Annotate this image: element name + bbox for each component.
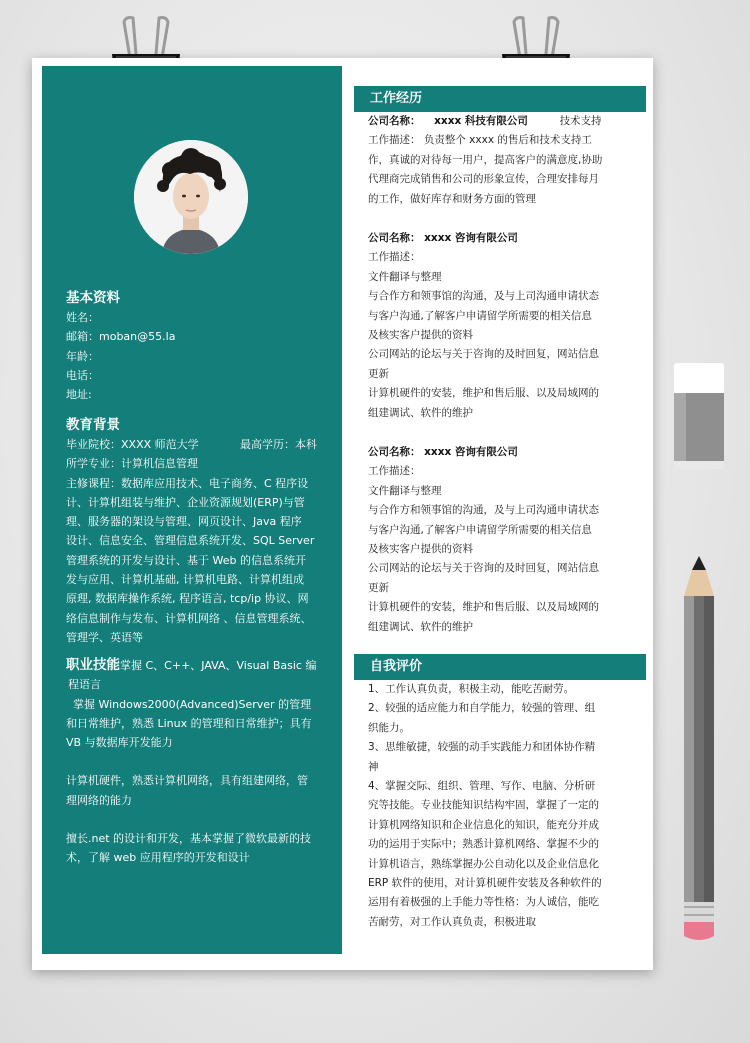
self-eval-line: ERP 软件的使用，对计算机硬件安装及各种软件的 <box>368 877 602 890</box>
skills-line: 理网络的能力 <box>66 793 132 807</box>
job-desc-line: 与合作方和领事馆的沟通，及与上司沟通申请状态 <box>368 504 599 517</box>
company-label: 公司名称： <box>368 115 421 127</box>
course-line: 理、服务器的架设与管理、网页设计、Java 程序 <box>66 515 302 529</box>
course-line: 原理, 数据库操作系统, 程序语言, tcp/ip 协议、网 <box>66 592 309 606</box>
education-section <box>66 415 328 647</box>
self-eval-line: 究等技能。专业技能知识结构牢固，掌握了一定的 <box>368 799 599 812</box>
degree-text: 最高学历：本科 <box>240 438 317 451</box>
resume-paper <box>32 58 653 970</box>
job-desc-line: 及核实客户提供的资料 <box>368 543 473 556</box>
self-eval-line: 2、较强的适应能力和自学能力，较强的管理、组 <box>368 702 596 715</box>
skills-line: 计算机硬件，熟悉计算机网络，具有组建网络，管 <box>66 774 308 788</box>
self-evaluation-body <box>368 680 644 932</box>
basic-info-title: 基本资料 <box>66 290 120 306</box>
sidebar <box>42 66 342 954</box>
email-label: 邮箱： <box>66 330 99 344</box>
job-company-row <box>368 112 644 131</box>
school-row <box>66 435 328 454</box>
course-line: 主修课程：数据库应用技术、电子商务、C 程序设 <box>66 476 309 490</box>
course-line: 管理学、英语等 <box>66 630 143 644</box>
skills-line: 擅长.net 的设计和开发，基本掌握了微软最新的技 <box>66 832 312 846</box>
eraser-icon <box>674 363 724 469</box>
job-desc-line: 文件翻译与整理 <box>368 270 442 283</box>
job-desc-line: 组建调试、软件的维护 <box>368 406 473 419</box>
course-line: 管理系统的开发与设计、基于 Web 的信息系统开 <box>66 553 306 567</box>
avatar-photo-icon <box>134 140 248 254</box>
job-desc-line: 公司网站的论坛与关于咨询的及时回复，网站信息 <box>368 348 599 361</box>
self-eval-line: 功的运用于实际中；熟悉计算机网络、掌握不少的 <box>368 838 599 851</box>
job-position: 技术支持 <box>559 115 602 127</box>
skills-first-row <box>66 656 328 675</box>
avatar <box>134 140 248 254</box>
skills-title: 职业技能 <box>66 657 120 673</box>
job-company-row <box>368 443 644 462</box>
job-desc-line: 代理商完成销售和公司的形象宣传，合理安排每月 <box>368 173 599 186</box>
skills-section <box>66 656 328 868</box>
job-desc-line: 更新 <box>368 581 389 594</box>
email-value: moban@55.la <box>99 330 176 344</box>
course-line: 设计、信息安全、管理信息系统开发、SQL Server <box>66 534 315 548</box>
school-text: 毕业院校：XXXX 师范大学 <box>66 438 199 451</box>
pencil-icon <box>684 556 714 944</box>
company-name: xxxx 咨询有限公司 <box>424 232 518 244</box>
job-3 <box>368 443 644 637</box>
company-name: xxxx 咨询有限公司 <box>424 446 518 458</box>
job-desc-line: 文件翻译与整理 <box>368 484 442 497</box>
job-desc-line: 计算机硬件的安装，维护和售后服、以及局域网的 <box>368 601 599 614</box>
self-eval-line: 1、工作认真负责，积极主动，能吃苦耐劳。 <box>368 683 575 695</box>
job-desc-line: 及核实客户提供的资料 <box>368 329 473 342</box>
phone-label: 电话： <box>66 368 99 382</box>
basic-info-section <box>66 288 328 404</box>
skills-text: 掌握 C、C++、JAVA、Visual Basic 编 <box>120 659 317 672</box>
self-eval-line: 3、思维敏捷，较强的动手实践能力和团体协作精 <box>368 741 596 754</box>
job-desc-line: 更新 <box>368 367 389 380</box>
age-label: 年龄： <box>66 349 99 363</box>
company-label: 公司名称： <box>368 446 421 458</box>
education-title: 教育背景 <box>66 417 120 433</box>
course-line: 络信息制作与发布、计算机网络 、信息管理系统、 <box>66 611 312 625</box>
job-desc-line: 与合作方和领事馆的沟通，及与上司沟通申请状态 <box>368 290 599 303</box>
job-desc-line: 组建调试、软件的维护 <box>368 620 473 633</box>
job-desc-line: 的工作，做好库存和财务方面的管理 <box>368 192 536 205</box>
job-desc-line: 与客户沟通,了解客户申请留学所需要的相关信息 <box>368 309 592 322</box>
skills-line: 术，了解 web 应用程序的开发和设计 <box>66 851 250 865</box>
skills-line: 掌握 Windows2000(Advanced)Server 的管理 <box>66 697 312 711</box>
job-desc-line: 工作描述： 负责整个 xxxx 的售后和技术支持工 <box>368 134 592 147</box>
work-experience-header: 工作经历 <box>354 86 646 112</box>
job-desc-line: 与客户沟通,了解客户申请留学所需要的相关信息 <box>368 523 592 536</box>
job-desc-line: 作，真诚的对待每一用户，提高客户的满意度,协助 <box>368 153 603 166</box>
job-company-row <box>368 229 644 248</box>
self-eval-line: 4、掌握交际、组织、管理、写作、电脑、分析研 <box>368 780 596 793</box>
skills-line: VB 与数据库开发能力 <box>66 736 173 750</box>
course-line: 发与应用、计算机基础, 计算机电路、计算机组成 <box>66 573 304 587</box>
self-eval-line: 苦耐劳，对工作认真负责，积极进取 <box>368 915 536 928</box>
job-desc-line: 工作描述： <box>368 465 421 478</box>
self-evaluation-header: 自我评价 <box>354 654 646 680</box>
self-eval-line: 神 <box>368 760 379 773</box>
job-2 <box>368 229 644 423</box>
address-label: 地址: <box>66 388 92 402</box>
course-line: 计、计算机组装与维护、企业资源规划(ERP)与管 <box>66 495 305 509</box>
job-1 <box>368 112 644 209</box>
major-text: 所学专业：计算机信息管理 <box>66 457 198 471</box>
name-label: 姓名： <box>66 311 99 324</box>
job-desc-line: 计算机硬件的安装，维护和售后服、以及局域网的 <box>368 387 599 400</box>
self-eval-line: 计算机网络知识和企业信息化的知识，能充分并成 <box>368 818 599 831</box>
company-label: 公司名称： <box>368 232 421 244</box>
self-eval-line: 运用有着极强的上手能力等性格：为人诚信，能吃 <box>368 896 599 909</box>
job-desc-line: 工作描述： <box>368 251 421 264</box>
company-name: xxxx 科技有限公司 <box>434 115 528 127</box>
skills-line: 和日常维护，熟悉 Linux 的管理和日常维护；具有 <box>66 716 312 730</box>
email-row <box>66 327 328 346</box>
skills-line: 程语言 <box>68 678 101 692</box>
job-desc-line: 公司网站的论坛与关于咨询的及时回复，网站信息 <box>368 562 599 575</box>
self-eval-line: 织能力。 <box>368 721 410 734</box>
self-eval-line: 计算机语言，熟练掌握办公自动化以及企业信息化 <box>368 857 599 870</box>
